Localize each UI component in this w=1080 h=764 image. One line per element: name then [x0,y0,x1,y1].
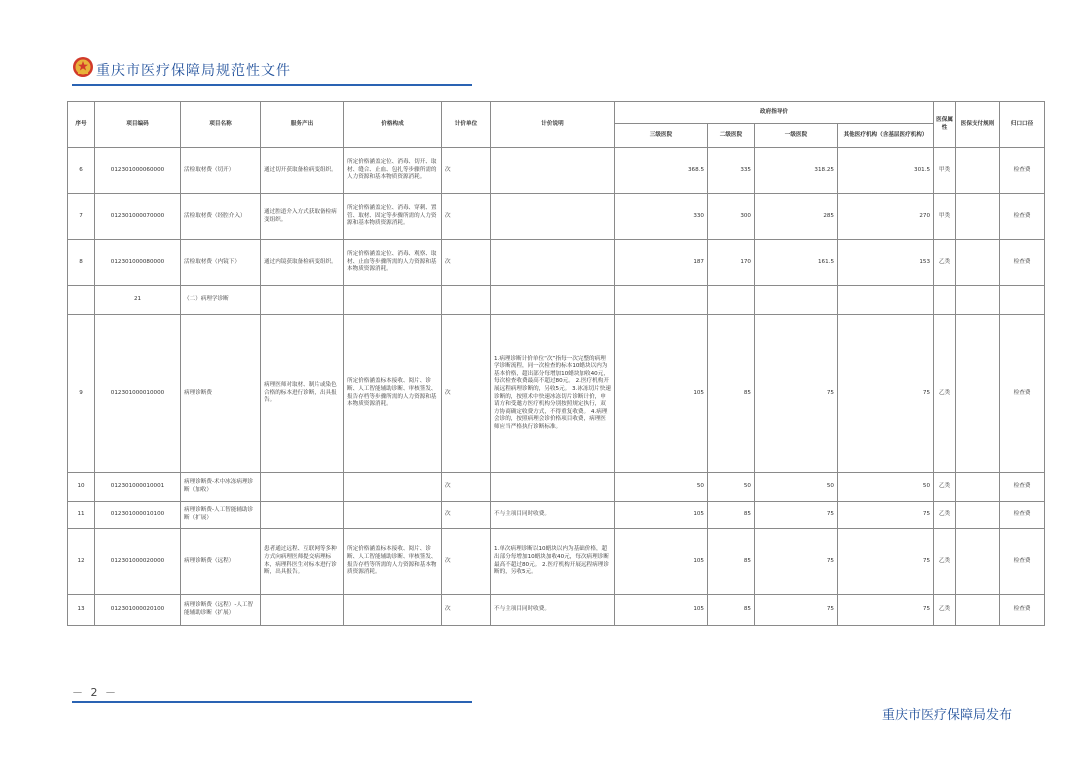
cell-price-tier2: 300 [708,194,755,240]
cell-price-tier3: 105 [615,502,708,529]
table-row [68,240,1045,286]
cell-dept: 检查费 [1000,473,1045,502]
table-row [68,529,1045,595]
table-row [68,473,1045,502]
cell-name: 活检取材费（内镜下） [181,240,261,286]
cell-seq: 11 [68,502,95,529]
cell-code: 012301000070000 [95,194,181,240]
cell-name: 病理诊断费（远程）-人工智能辅助诊断（扩展） [181,595,261,626]
cell-insurance-class: 甲类 [934,194,956,240]
cell-unit: 次 [442,529,491,595]
cell-price-tier2: 85 [708,595,755,626]
cell-price-tier1: 161.5 [755,240,838,286]
cell-price-other: 75 [838,315,934,473]
cell-unit: 次 [442,502,491,529]
cell-price-tier3: 50 [615,473,708,502]
cell-dept: 检查费 [1000,148,1045,194]
document-header [72,56,472,86]
col-header-notes: 计价说明 [491,102,615,148]
col-header-name: 项目名称 [181,102,261,148]
cell-price-tier1: 75 [755,529,838,595]
price-table [67,101,1045,626]
col-header-insurance-class: 医保属性 [934,102,956,148]
cell-seq: 9 [68,315,95,473]
section-number: 21 [95,286,181,315]
cell-price-tier2: 50 [708,473,755,502]
cell-price-other: 270 [838,194,934,240]
cell-name: 病理诊断费（远程） [181,529,261,595]
cell-dept: 检查费 [1000,502,1045,529]
cell-price-other: 153 [838,240,934,286]
cell-payment-rule [956,148,1000,194]
cell-price-tier3: 105 [615,595,708,626]
col-header-gov-price: 政府指导价 [615,102,934,124]
col-header-payment-rule: 医保支付规则 [956,102,1000,148]
cell-unit: 次 [442,315,491,473]
cell-composition [344,473,442,502]
page-number: － 2 － [72,686,118,699]
cell-seq: 12 [68,529,95,595]
cell-code: 012301000010001 [95,473,181,502]
cell-insurance-class: 乙类 [934,473,956,502]
table-row [68,595,1045,626]
cell-payment-rule [956,595,1000,626]
cell-unit: 次 [442,473,491,502]
cell-name: 活检取材费（经腔介入） [181,194,261,240]
cell-code: 012301000080000 [95,240,181,286]
cell-composition: 所定价格涵盖定位、消毒、穿刺、置管、取材、固定等步骤所需的人力资源和基本物质资源消耗。 [344,194,442,240]
cell-notes [491,148,615,194]
cell-notes: 1.病理诊断计价单位“次”指每一次完整的病理学诊断流程，同一次检查的标本10蜡块以内为基本价格，超出部分每增加10蜡块加收40元，每次检查收费最高不超过80元。 2.医疗机构开展远程病理诊断的，另收5元。 3.冰冻切片快速诊断的，按照术中快速冰冻切片诊断计价，申请方和受邀方医疗机构分别按照规定执行，双方协商确定收费方式，不得重复收费。 4.病理会诊的，按照病理会诊价格项目收费，病理医师应当严格执行诊断标准。 [491,315,615,473]
cell-dept: 检查费 [1000,595,1045,626]
cell-price-tier1: 318.25 [755,148,838,194]
cell-price-tier1: 285 [755,194,838,240]
cell-seq: 10 [68,473,95,502]
cell-payment-rule [956,529,1000,595]
cell-price-tier2: 170 [708,240,755,286]
cell-service: 病理医师对取材、制片或染色合格的标本进行诊断，出具报告。 [261,315,344,473]
cell-price-tier2: 85 [708,529,755,595]
cell-notes [491,240,615,286]
cell-notes [491,194,615,240]
cell-seq: 13 [68,595,95,626]
cell-price-tier3: 105 [615,529,708,595]
cell-price-tier2: 85 [708,315,755,473]
cell-insurance-class: 乙类 [934,529,956,595]
footer-divider [72,701,472,703]
col-header-tier1: 一级医院 [755,124,838,148]
cell-composition: 所定价格涵盖标本接收、阅片、诊断、人工智能辅助诊断、审核签发、报告存档等步骤所需的人力资源和基本物质资源消耗。 [344,315,442,473]
table-row [68,194,1045,240]
cell-code: 012301000060000 [95,148,181,194]
cell-payment-rule [956,240,1000,286]
cell-price-other: 75 [838,502,934,529]
cell-name: 病理诊断费 [181,315,261,473]
document-title: 重庆市医疗保障局规范性文件 [96,63,291,79]
cell-insurance-class: 乙类 [934,315,956,473]
col-header-tier3: 三级医院 [615,124,708,148]
cell-notes [491,473,615,502]
cell-price-other: 301.5 [838,148,934,194]
cell-composition [344,595,442,626]
cell-notes: 不与主项目同时收费。 [491,595,615,626]
footer-left [72,684,472,704]
col-header-unit: 计价单位 [442,102,491,148]
cell-service: 患者通过远程、互联网等多种方式向病理医师提交病理标本，病理科医生对标本进行诊断，出具报告。 [261,529,344,595]
cell-payment-rule [956,315,1000,473]
cell-composition: 所定价格涵盖定位、消毒、切开、取材、缝合、止血、包扎等步骤所需的人力资源和基本物质资源消耗。 [344,148,442,194]
cell-price-tier2: 85 [708,502,755,529]
col-header-seq: 序号 [68,102,95,148]
cell-service: 通过切开获取备检病变组织。 [261,148,344,194]
cell-insurance-class: 甲类 [934,148,956,194]
header-divider [72,84,472,86]
cell-price-tier1: 75 [755,595,838,626]
cell-price-tier1: 75 [755,502,838,529]
cell-unit: 次 [442,148,491,194]
cell-insurance-class: 乙类 [934,240,956,286]
col-header-service: 服务产出 [261,102,344,148]
table-row [68,148,1045,194]
national-emblem-icon [72,56,94,78]
cell-payment-rule [956,502,1000,529]
cell-price-tier1: 75 [755,315,838,473]
cell-price-other: 75 [838,529,934,595]
cell-price-tier3: 330 [615,194,708,240]
cell-dept: 检查费 [1000,194,1045,240]
cell-unit: 次 [442,194,491,240]
cell-price-other: 75 [838,595,934,626]
cell-payment-rule [956,194,1000,240]
cell-price-tier3: 368.5 [615,148,708,194]
table-row [68,315,1045,473]
cell-composition: 所定价格涵盖定位、消毒、观察、取材、止血等步骤所需的人力资源和基本物质资源消耗。 [344,240,442,286]
cell-price-other: 50 [838,473,934,502]
col-header-tier2: 二级医院 [708,124,755,148]
cell-seq: 7 [68,194,95,240]
col-header-dept: 归口口径 [1000,102,1045,148]
col-header-price-composition: 价格构成 [344,102,442,148]
cell-service: 通过腔道介入方式获取备检病变组织。 [261,194,344,240]
cell-price-tier3: 187 [615,240,708,286]
cell-code: 012301000010100 [95,502,181,529]
cell-code: 012301000010000 [95,315,181,473]
cell-seq: 8 [68,240,95,286]
cell-unit: 次 [442,595,491,626]
cell-unit: 次 [442,240,491,286]
cell-composition [344,502,442,529]
cell-dept: 检查费 [1000,529,1045,595]
table-row [68,502,1045,529]
cell-seq: 6 [68,148,95,194]
cell-notes: 1.单次病理诊断以10蜡块以内为基础价格，超出部分每增加10蜡块加收40元，每次病理诊断最高不超过80元。 2.医疗机构开展远程病理诊断的，另收5元。 [491,529,615,595]
cell-name: 病理诊断费-术中冰冻病理诊断（加收） [181,473,261,502]
publisher-label: 重庆市医疗保障局发布 [881,708,1012,723]
cell-payment-rule [956,473,1000,502]
cell-service: 通过内镜获取备检病变组织。 [261,240,344,286]
cell-price-tier3: 105 [615,315,708,473]
cell-notes: 不与主项目同时收费。 [491,502,615,529]
cell-dept: 检查费 [1000,240,1045,286]
col-header-other: 其他医疗机构（含基层医疗机构） [838,124,934,148]
cell-service [261,595,344,626]
section-row [68,286,1045,315]
cell-composition: 所定价格涵盖标本接收、阅片、诊断、人工智能辅助诊断、审核签发、报告存档等所需的人力资源和基本物质资源消耗。 [344,529,442,595]
cell-name: 活检取材费（切开） [181,148,261,194]
cell-code: 012301000020000 [95,529,181,595]
cell-service [261,473,344,502]
cell-insurance-class: 乙类 [934,502,956,529]
cell-name: 病理诊断费-人工智能辅助诊断（扩展） [181,502,261,529]
section-title: （二）病理学诊断 [181,286,261,315]
cell-dept: 检查费 [1000,315,1045,473]
cell-insurance-class: 乙类 [934,595,956,626]
cell-price-tier2: 335 [708,148,755,194]
cell-price-tier1: 50 [755,473,838,502]
cell-service [261,502,344,529]
cell-code: 012301000020100 [95,595,181,626]
col-header-code: 项目编码 [95,102,181,148]
